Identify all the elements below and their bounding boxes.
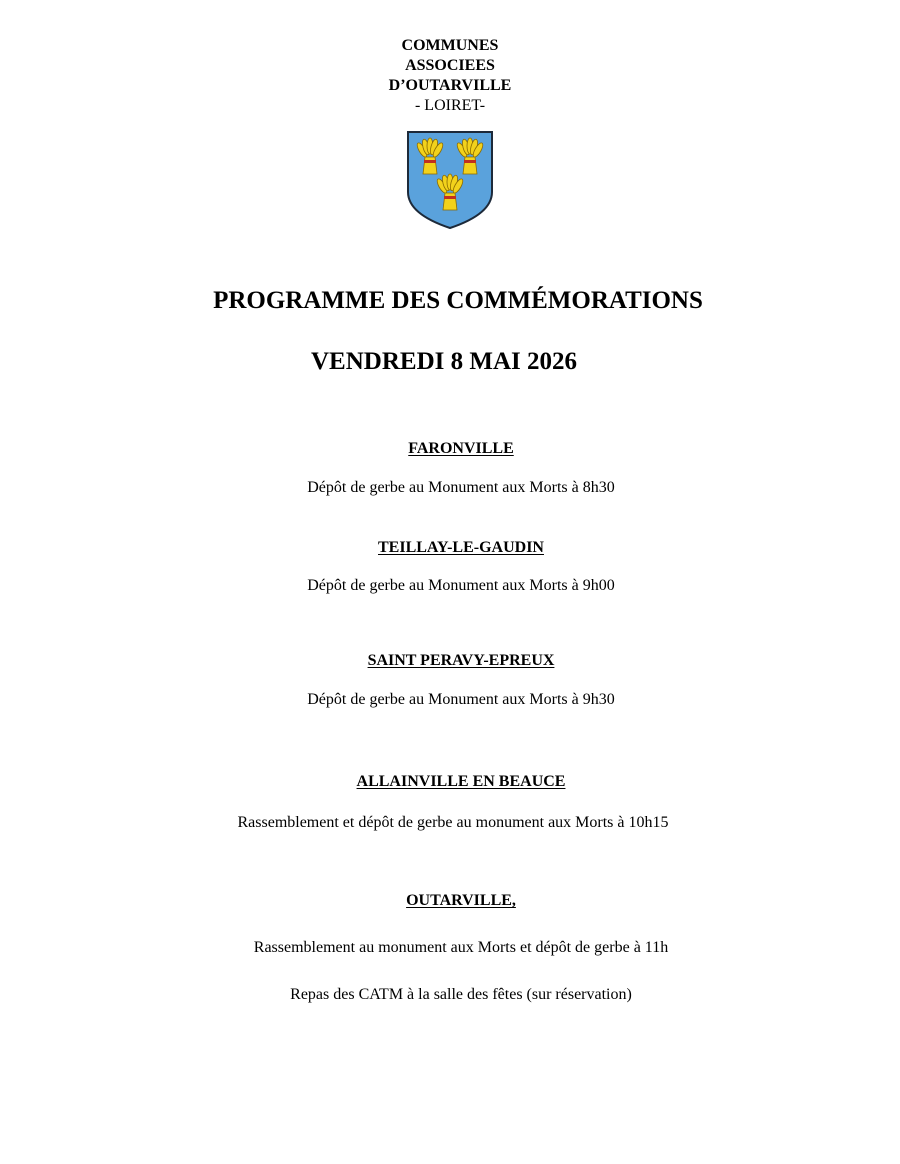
- place-outarville: OUTARVILLE,: [406, 892, 516, 909]
- place-saint-peravy-epreux: SAINT PERAVY-EPREUX: [367, 652, 555, 669]
- event-date: VENDREDI 8 MAI 2026: [311, 348, 577, 375]
- place-allainville-en-beauce: ALLAINVILLE EN BEAUCE: [356, 773, 566, 790]
- place-teillay-le-gaudin: TEILLAY-LE-GAUDIN: [378, 539, 544, 556]
- page-title: PROGRAMME DES COMMÉMORATIONS: [213, 287, 703, 314]
- event-line: Repas des CATM à la salle des fêtes (sur réservation): [290, 986, 632, 1003]
- event-line: Dépôt de gerbe au Monument aux Morts à 9h00: [307, 577, 615, 594]
- coat-of-arms-wheat-sheaves-icon: [406, 130, 494, 230]
- event-line: Rassemblement et dépôt de gerbe au monument aux Morts à 10h15: [237, 814, 669, 831]
- event-line: Dépôt de gerbe au Monument aux Morts à 8h30: [307, 479, 615, 496]
- event-line: Rassemblement au monument aux Morts et dépôt de gerbe à 11h: [253, 939, 669, 956]
- header-loiret: - LOIRET-: [414, 97, 486, 114]
- header-associees: ASSOCIEES: [405, 57, 495, 74]
- event-line: Dépôt de gerbe au Monument aux Morts à 9h30: [307, 691, 615, 708]
- header-outarville: D’OUTARVILLE: [388, 77, 512, 94]
- place-faronville: FARONVILLE: [408, 440, 514, 457]
- header-communes: COMMUNES: [401, 37, 499, 54]
